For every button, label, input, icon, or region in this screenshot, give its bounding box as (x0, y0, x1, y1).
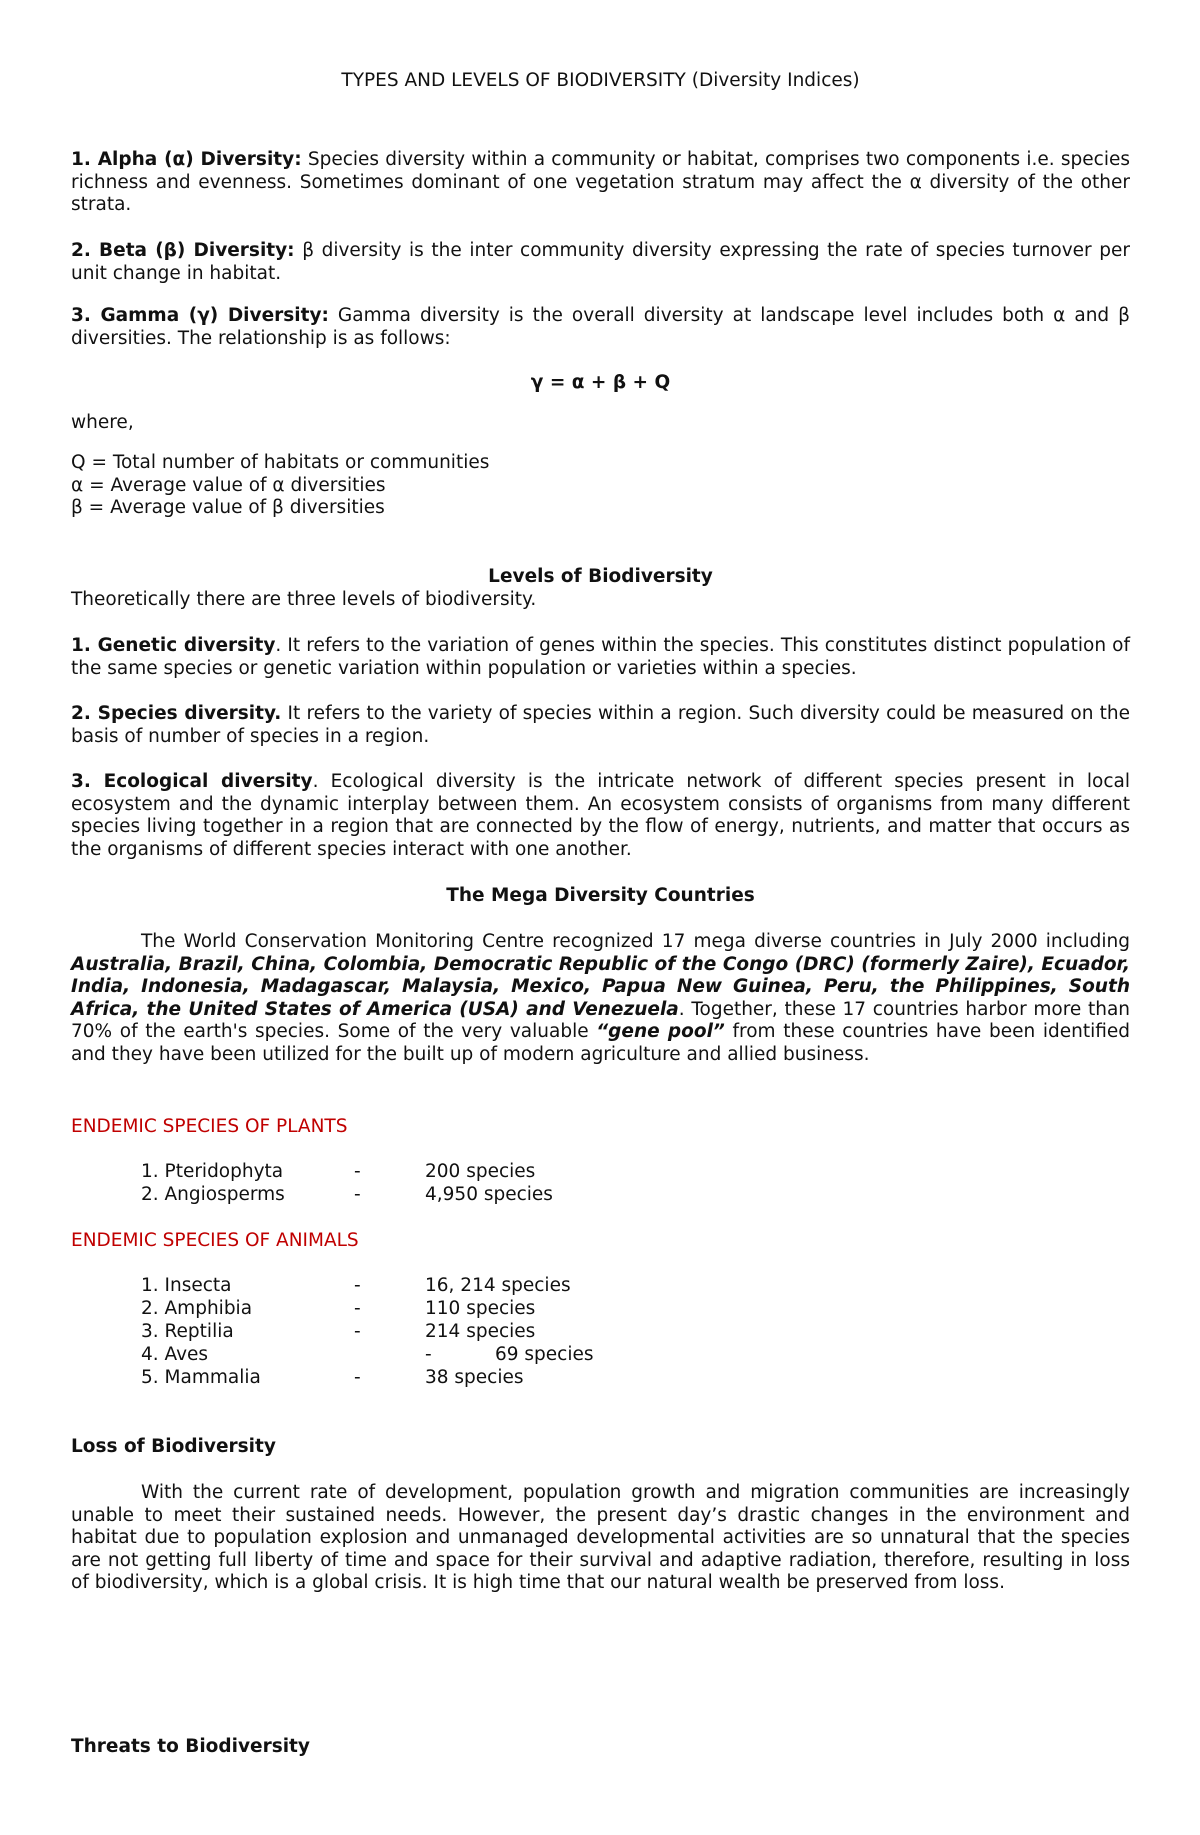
species-group: 3. Reptilia (141, 1321, 234, 1342)
list-item (71, 1275, 1130, 1298)
genetic-diversity-paragraph (71, 635, 1130, 680)
separator-dash: - (354, 1275, 361, 1296)
page-title: TYPES AND LEVELS OF BIODIVERSITY (Diversity Indices) (341, 70, 860, 91)
genetic-diversity-text: . It refers to the variation of genes within the species. This constitutes distinct population of the same species or genetic variation within population or varieties within a species. (71, 635, 1130, 679)
mega-diversity-heading: The Mega Diversity Countries (446, 885, 755, 906)
separator-dash: - (354, 1298, 361, 1319)
formula-definitions (71, 452, 1130, 520)
species-count: 4,950 species (425, 1184, 553, 1205)
mega-diversity-paragraph: The World Conservation Monitoring Centre recognized 17 mega diverse countries in July 2000 including Australia, Brazil, China, Colombia, Democratic Republic of the Congo (DRC) (formerly Zaire), Ecuador, India, Indonesia, Madagascar, Malaysia, Mexico, Papua New Guinea, Peru, the Philippines, South Africa, the United States of America (USA) and Venezuela. Together, these 17 countries harbor more than 70% of the earth's species. Some of the very valuable “gene pool” from these countries have been identified and they have been utilized for the built up of modern agriculture and allied business. (71, 931, 1131, 1065)
species-diversity-paragraph (71, 703, 1130, 748)
species-group: 5. Mammalia (141, 1367, 261, 1388)
where-label: where, (71, 412, 134, 433)
plants-heading: ENDEMIC SPECIES OF PLANTS (71, 1116, 348, 1137)
species-count: 69 species (495, 1344, 594, 1365)
separator-dash: - (354, 1367, 361, 1388)
definition-q: Q = Total number of habitats or communities (71, 452, 490, 473)
ecological-diversity-label: 3. Ecological diversity (71, 771, 313, 792)
gamma-diversity-label: 3. Gamma (γ) Diversity: (71, 305, 329, 326)
species-count: 110 species (425, 1298, 536, 1319)
list-item (71, 1367, 1130, 1390)
species-group: 2. Amphibia (141, 1298, 253, 1319)
species-count: 200 species (425, 1161, 536, 1182)
ecological-diversity-paragraph (71, 771, 1130, 861)
animals-list (71, 1275, 1130, 1390)
ecological-diversity-text: . Ecological diversity is the intricate network of different species present in local ecosystem and the dynamic interplay between them. An ecosystem consists of organisms from many different species living together in a region that are connected by the flow of energy, nutrients, and matter that occurs as the organisms of different species interact with one another. (71, 771, 1131, 860)
gene-pool-term: “gene pool” (596, 1021, 725, 1042)
species-count: 214 species (425, 1321, 536, 1342)
species-group: 2. Angiosperms (141, 1184, 285, 1205)
species-group: 1. Pteridophyta (141, 1161, 284, 1182)
loss-heading: Loss of Biodiversity (71, 1436, 276, 1457)
separator-dash: - (354, 1161, 361, 1182)
plants-list (71, 1161, 1130, 1207)
list-item (71, 1298, 1130, 1321)
species-diversity-text: It refers to the variety of species within a region. Such diversity could be measured on the basis of number of species in a region. (71, 703, 1130, 747)
genetic-diversity-label: 1. Genetic diversity (71, 635, 276, 656)
alpha-diversity-label: 1. Alpha (α) Diversity: (71, 149, 302, 170)
animals-heading: ENDEMIC SPECIES OF ANIMALS (71, 1230, 359, 1251)
alpha-diversity-text: Species diversity within a community or habitat, comprises two components i.e. species richness and evenness. Sometimes dominant of one vegetation stratum may affect the α diversity of the other strata. (71, 149, 1130, 215)
loss-paragraph: With the current rate of development, population growth and migration communities are increasingly unable to meet their sustained needs. However, the present day’s drastic changes in the environment and habitat due to population explosion and unmanaged developmental activities are so unnatural that the species are not getting full liberty of time and space for their survival and adaptive radiation, therefore, resulting in loss of biodiversity, which is a global crisis. It is high time that our natural wealth be preserved from loss. (71, 1482, 1130, 1593)
beta-diversity-label: 2. Beta (β) Diversity: (71, 240, 295, 261)
list-item (71, 1344, 1130, 1367)
species-group: 1. Insecta (141, 1275, 232, 1296)
levels-heading: Levels of Biodiversity (488, 566, 713, 587)
list-item (71, 1161, 1130, 1184)
gamma-diversity-text: Gamma diversity is the overall diversity at landscape level includes both α and β diversities. The relationship is as follows: (71, 305, 1130, 349)
species-count: 16, 214 species (425, 1275, 571, 1296)
separator-dash: - (425, 1344, 432, 1365)
species-count: 38 species (425, 1367, 524, 1388)
list-item (71, 1321, 1130, 1344)
gamma-formula: γ = α + β + Q (530, 372, 671, 393)
species-group: 4. Aves (141, 1344, 209, 1365)
definition-alpha: α = Average value of α diversities (71, 474, 386, 496)
alpha-diversity-paragraph (71, 149, 1130, 217)
species-diversity-label: 2. Species diversity. (71, 703, 282, 724)
mega-diversity-countries: Australia, Brazil, China, Colombia, Democratic Republic of the Congo (DRC) (formerly Zaire), Ecuador, India, Indonesia, Madagascar, Malaysia, Mexico, Papua New Guinea, Peru, the Philippines, South Africa, the United States of America (USA) and Venezuela (71, 953, 1130, 1020)
beta-diversity-text: β diversity is the inter community diversity expressing the rate of species turnover per unit change in habitat. (71, 240, 1130, 284)
separator-dash: - (354, 1184, 361, 1205)
levels-intro: Theoretically there are three levels of biodiversity. (71, 589, 537, 610)
definition-beta: β = Average value of β diversities (71, 497, 385, 518)
threats-heading: Threats to Biodiversity (71, 1736, 310, 1757)
list-item (71, 1184, 1130, 1207)
gamma-diversity-paragraph (71, 305, 1130, 350)
separator-dash: - (354, 1321, 361, 1342)
beta-diversity-paragraph (71, 240, 1130, 285)
